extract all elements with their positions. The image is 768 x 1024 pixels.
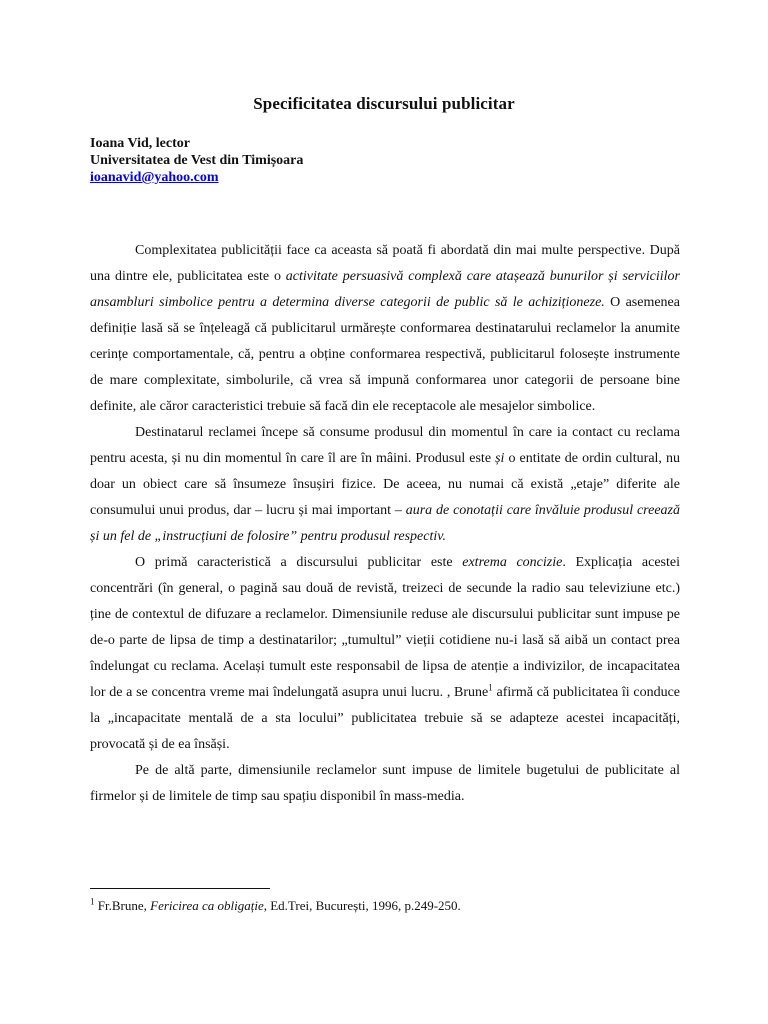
footnote-separator xyxy=(90,888,270,889)
footnote-author: Fr.Brune, xyxy=(94,898,151,913)
author-block xyxy=(90,135,303,186)
footnote-work-title: Fericirea ca obligație xyxy=(150,898,264,913)
paragraph-4-text: Pe de altă parte, dimensiunile reclamelor sunt impuse de limitele bugetului de publicitate al firmelor și de limitele de timp sau spațiu disponibil în mass-media. xyxy=(90,763,680,804)
author-email-link[interactable]: ioanavid@yahoo.com xyxy=(90,170,219,185)
paragraph-2-emphasis-1: și xyxy=(495,451,505,466)
paragraph-3-emphasis: extrema concizie xyxy=(462,555,563,570)
document-title: Specificitatea discursului publicitar xyxy=(253,94,515,113)
paragraph-1-text-b: O asemenea definiție lasă să se înțeleagă că publicitarul urmărește conformarea destinatarului reclamelor la anumite cerințe comportamentale, că, pentru a obține conformarea respectivă, publicitarul folosește instrumente de mare complexitate, simbolurile, că vrea să impună conformarea unor categorii de persoane bine definite, ale căror caracteristici trebuie să facă din ele receptacole ale mesajelor simbolice. xyxy=(90,295,680,414)
paragraph-1-text-a: Complexitatea publicității face ca aceasta să poată fi abordată din mai multe perspective. După una dintre ele, publicitatea este o xyxy=(90,243,680,284)
author-name: Ioana Vid, lector xyxy=(90,136,190,151)
paragraph-2-emphasis-2: aura de conotații care învăluie produsul creează și un fel de „instrucțiuni de folosire” pentru produsul respectiv. xyxy=(90,503,680,544)
paragraph-2 xyxy=(90,420,680,550)
footnote-details: , Ed.Trei, București, 1996, p.249-250. xyxy=(263,898,461,913)
footnote xyxy=(90,898,461,914)
paragraph-3-text-a: O primă caracteristică a discursului publicitar este xyxy=(135,555,463,570)
paragraph-3-text-c: afirmă că publicitatea îi conduce la „incapacitate mentală de a sta locului” publicitatea trebuie să se adapteze acestei incapacități, provocată și de ea însăși. xyxy=(90,685,680,752)
paragraph-2-text-a: Destinatarul reclamei începe să consume produsul din momentul în care ia contact cu reclama pentru acesta, și nu din momentul în care îl are în mâini. Produsul este xyxy=(90,425,680,466)
author-institution: Universitatea de Vest din Timișoara xyxy=(90,153,304,168)
paragraph-1 xyxy=(90,238,680,420)
paragraph-1-definition: activitate persuasivă complexă care atașează bunurilor și serviciilor ansambluri simbolice pentru a determina diverse categorii de public să le achiziționeze. xyxy=(90,269,680,310)
paragraph-4 xyxy=(90,758,680,810)
paragraph-2-text-b: o entitate de ordin cultural, nu doar un obiect care să însumeze însușiri fizice. De aceea, nu numai că există „etaje” diferite ale consumului unui produs, dar – lucru și mai important – xyxy=(90,451,680,518)
footnote-reference[interactable]: 1 xyxy=(488,682,493,693)
paragraph-3 xyxy=(90,550,680,758)
paragraph-3-text-b: . Explicația acestei concentrări (în general, o pagină sau două de revistă, treizeci de secunde la radio sau televiziune etc.) ține de contextul de difuzare a reclamelor. Dimensiunile reduse ale discursului publicitar sunt impuse pe de-o parte de lipsa de timp a destinatarilor; „tumultul” vieții cotidiene nu-i lasă să aibă un contact prea îndelungat cu reclama. Același tumult este responsabil de lipsa de atenție a indivizilor, de incapacitatea lor de a se concentra vreme mai îndelungată asupra unui lucru. , Brune xyxy=(90,555,680,700)
footnote-marker: 1 xyxy=(90,896,95,907)
body-text xyxy=(90,238,680,810)
